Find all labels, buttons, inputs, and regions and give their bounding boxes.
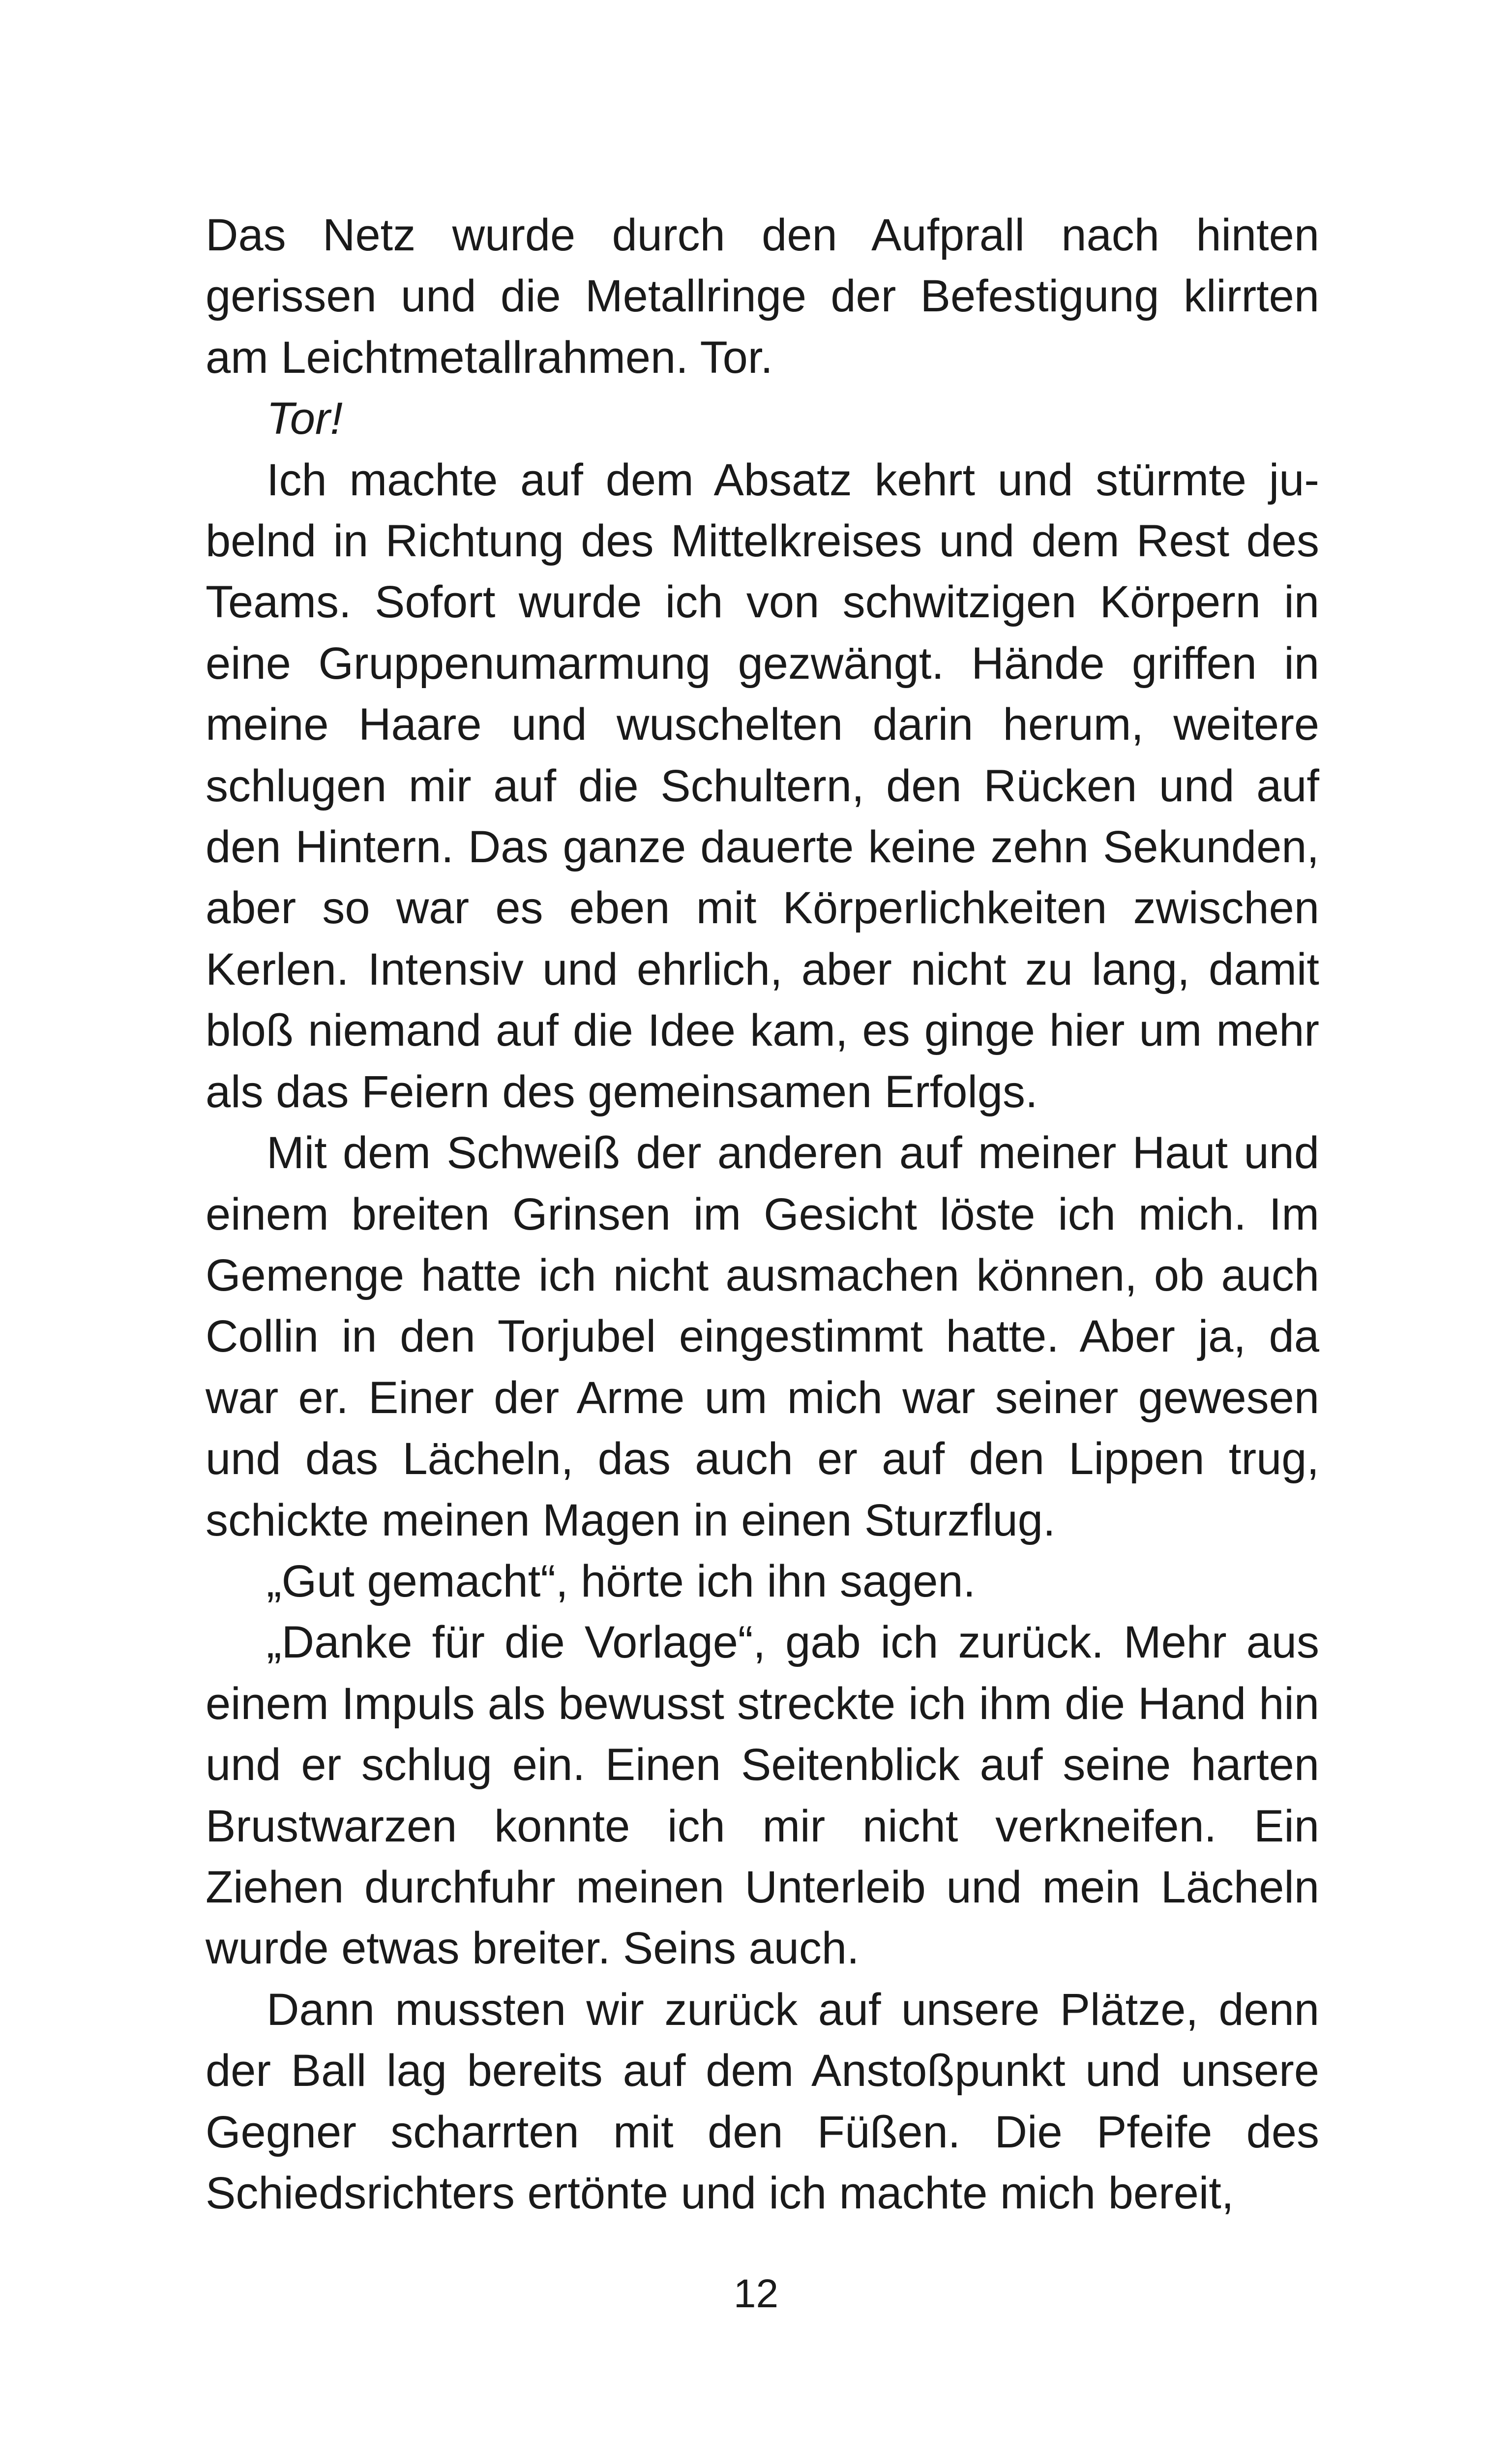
paragraph-emphasis: Tor!	[267, 393, 343, 444]
page-number: 12	[733, 2271, 779, 2316]
paragraph: „Gut gemacht“, hörte ich ihn sagen.	[267, 1556, 976, 1606]
paragraph: Mit dem Schweiß der anderen auf meiner Haut und einem breiten Grinsen im Gesicht löste ich mich. Im Gemenge hatte ich nicht ausmachen können, ob auch Collin in den Torjubel eingestimmt hatte. Aber ja, da war er. Einer der Arme um mich war seiner gewesen und das Lächeln, das auch er auf den Lippen trug, schickte meinen Magen in einen Sturzflug.	[206, 1128, 1319, 1545]
paragraph: Das Netz wurde durch den Aufprall nach hinten gerissen und die Metallringe der Befestigung klirrten am Leichtmetallrahmen. Tor.	[206, 210, 1319, 383]
paragraph: Ich machte auf dem Absatz kehrt und stürmte jubelnd in Richtung des Mittelkreises und dem Rest des Teams. Sofort wurde ich von schwitzigen Körpern in eine Gruppenumarmung gezwängt. Hände griffen in meine Haare und wuschelten darin herum, weitere schlugen mir auf die Schultern, den Rücken und auf den Hintern. Das ganze dauerte keine zehn Sekunden, aber so war es eben mit Körperlichkeiten zwischen Kerlen. Intensiv und ehrlich, aber nicht zu lang, damit bloß niemand auf die Idee kam, es ginge hier um mehr als das Feiern des gemeinsamen Erfolgs.	[206, 454, 1319, 1117]
body-text	[206, 205, 1319, 2224]
paragraph: „Danke für die Vorlage“, gab ich zurück. Mehr aus einem Impuls als bewusst streckte ich ihm die Hand hin und er schlug ein. Einen Seitenblick auf seine harten Brustwarzen konnte ich mir nicht verkneifen. Ein Ziehen durchfuhr meinen Unterleib und mein Lächeln wurde etwas breiter. Seins auch.	[206, 1617, 1319, 1974]
paragraph: Dann mussten wir zurück auf unsere Plätze, denn der Ball lag bereits auf dem Anstoßpunkt und unsere Gegner scharrten mit den Füßen. Die Pfeife des Schiedsrichters ertönte und ich machte mich bereit,	[206, 1984, 1319, 2218]
